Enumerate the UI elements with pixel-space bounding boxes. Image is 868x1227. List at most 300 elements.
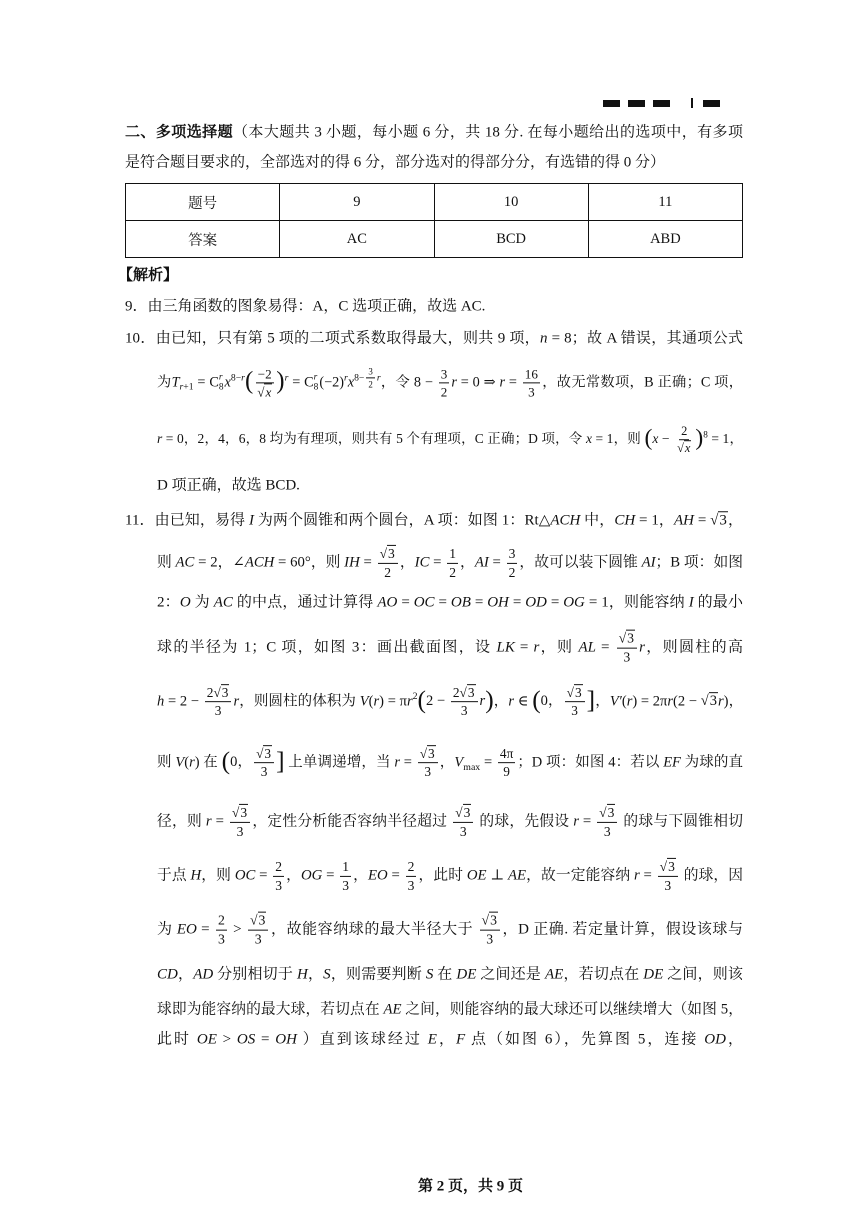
text-run: 则	[157, 554, 176, 571]
text-run: =	[211, 813, 228, 830]
square-root	[232, 804, 248, 820]
text-run: 3	[264, 746, 272, 762]
bracket: )	[276, 367, 285, 395]
text-run: =	[694, 512, 711, 529]
text-run: 0，	[230, 754, 253, 771]
math-variable: r	[344, 372, 348, 384]
text-run: ，则需要判断	[330, 966, 426, 983]
bracket: )	[695, 425, 704, 452]
text-run: >	[228, 921, 246, 938]
text-run: = 0，2，4，6，8 均为有理项，则共有 5 个有理项，C 正确；D 项，令	[162, 431, 586, 447]
fraction-denominator	[273, 877, 284, 894]
math-variable: OC	[234, 867, 256, 884]
text-run: 的球与下圆锥相切	[619, 813, 744, 830]
header-mark	[653, 100, 670, 107]
text-run: = 2 −	[164, 693, 203, 710]
text-run: 为球的直	[680, 754, 744, 771]
fraction	[565, 685, 585, 719]
text-run: 3	[258, 912, 266, 928]
radicand	[607, 804, 616, 820]
math-variable: V	[359, 693, 369, 710]
square-root	[701, 692, 718, 709]
text-run: =	[397, 594, 414, 611]
text-run: 3	[428, 746, 435, 762]
fraction-denominator	[459, 703, 470, 719]
bracket-group	[417, 685, 494, 719]
analysis-line	[157, 593, 743, 613]
radicand	[667, 858, 676, 874]
text-run: >	[216, 1031, 237, 1048]
text-run: 2	[217, 912, 225, 928]
math-variable: V	[175, 754, 185, 771]
square-root	[380, 545, 396, 561]
fraction-denominator	[507, 564, 518, 581]
text-run: 3	[254, 931, 262, 947]
section-title: 二、多项选择题	[125, 124, 233, 141]
fraction-denominator	[526, 384, 537, 400]
math-variable: OS	[236, 1031, 256, 1048]
analysis-line	[157, 685, 743, 719]
math-variable: OG	[563, 594, 585, 611]
square-root	[455, 804, 471, 820]
bracket: ]	[276, 747, 285, 776]
text-run: ，故能容纳球的最大半径大于	[270, 921, 478, 938]
text-run: ）直到该球经过	[296, 1031, 428, 1048]
text-run: (	[368, 693, 374, 710]
analysis-line	[157, 965, 743, 985]
math-variable: r	[241, 372, 245, 384]
text-run: ，定性分析能否容纳半径超过	[252, 813, 452, 830]
math-variable: OG	[301, 867, 323, 884]
table-row	[126, 221, 743, 258]
fraction-denominator	[213, 703, 224, 719]
square-root	[250, 912, 266, 928]
text-run: 8	[703, 429, 708, 440]
text-run: 2	[449, 564, 456, 580]
radicand	[709, 692, 718, 709]
fraction-denominator	[458, 823, 469, 840]
analysis-line	[157, 476, 743, 496]
text-run: =	[322, 867, 339, 884]
bracket: (	[532, 686, 541, 715]
text-run: (−2)	[319, 374, 344, 391]
fraction-numerator	[507, 546, 518, 564]
text-run: 3	[623, 649, 631, 665]
text-run: −2	[257, 366, 272, 382]
fraction	[439, 367, 450, 400]
fraction	[418, 746, 438, 780]
text-run: 3	[668, 858, 675, 874]
radicand	[718, 511, 728, 528]
text-run: 9	[503, 764, 510, 780]
text-run: 的球，因	[679, 867, 744, 884]
text-run: 此时	[157, 1031, 197, 1048]
analysis-line	[157, 805, 743, 839]
fraction-numerator	[230, 805, 250, 823]
text-run: 则	[157, 754, 176, 771]
square-root	[256, 745, 272, 761]
math-variable: r	[717, 693, 724, 710]
text-run: 的最小	[693, 594, 743, 611]
text-run: =	[255, 867, 272, 884]
math-variable: EO	[176, 921, 197, 938]
text-run: =	[434, 594, 451, 611]
text-run: 2	[681, 424, 688, 439]
text-run: =	[429, 554, 446, 571]
header-mark	[603, 100, 620, 107]
fraction-denominator	[340, 877, 351, 894]
subscript	[180, 382, 194, 393]
text-run: = 2，∠	[194, 554, 245, 571]
math-variable: r	[573, 813, 579, 830]
radicand	[264, 384, 272, 400]
text-run: = 1，则能容纳	[584, 594, 689, 611]
text-run: 3	[388, 545, 395, 561]
fraction-numerator	[248, 913, 268, 931]
math-variable: r	[233, 693, 240, 710]
math-variable: OD	[525, 594, 547, 611]
table-cell: AC	[280, 221, 434, 258]
math-variable: F	[455, 1031, 466, 1048]
text-run: ) = π	[379, 693, 407, 710]
text-run: (2 −	[673, 693, 701, 710]
math-variable: LK	[496, 639, 515, 656]
text-run: ，令 8 −	[380, 374, 437, 391]
header-mark	[628, 100, 645, 107]
text-run: 3	[463, 804, 471, 820]
radicand	[221, 684, 230, 700]
table-cell: 11	[588, 184, 742, 221]
bracket: (	[644, 425, 653, 452]
text-run: =	[255, 1031, 276, 1048]
page-footer: 第 2 页，共 9 页	[418, 1178, 524, 1195]
text-run: 2	[412, 691, 418, 703]
math-variable: r	[373, 693, 380, 710]
table-cell: 答案	[126, 221, 280, 258]
fraction-denominator	[439, 384, 450, 400]
text-run: ，	[595, 693, 610, 710]
fraction-denominator	[235, 823, 246, 840]
text-run: 为	[157, 374, 172, 391]
stack-subscript	[219, 383, 224, 393]
math-variable: AE	[544, 966, 564, 983]
text-run: ，	[460, 554, 475, 571]
text-run: 8−	[354, 372, 365, 384]
math-variable: OE	[466, 867, 487, 884]
analysis-label: 【解析】	[118, 267, 179, 284]
text-run: ，	[177, 966, 194, 983]
index-stack	[219, 373, 224, 393]
math-variable: AD	[193, 966, 214, 983]
radicand	[239, 804, 248, 820]
square-root	[257, 384, 272, 400]
math-variable: x	[347, 374, 355, 391]
text-run: ) = 2π	[632, 693, 668, 710]
math-variable: r	[157, 431, 163, 447]
table-header-row	[126, 184, 743, 221]
square-root	[420, 745, 436, 761]
section-intro-line	[125, 153, 743, 173]
text-run: = 1，	[635, 512, 675, 529]
text-run: ，此时	[418, 867, 467, 884]
square-root	[677, 441, 691, 456]
text-run: 之间，则能容纳的最大球还可以继续增大（如图 5，	[401, 1001, 744, 1018]
text-run: 之间还是	[476, 966, 545, 983]
text-run: =	[595, 639, 615, 656]
bracket: (	[244, 367, 254, 395]
analysis-line	[157, 366, 743, 399]
text-run: ，	[353, 867, 369, 884]
text-run: ，	[725, 1031, 743, 1048]
text-run: 8−	[230, 372, 242, 384]
math-variable: r	[533, 639, 540, 656]
text-run: ，	[439, 754, 455, 771]
math-variable: r	[451, 374, 457, 391]
radicand	[574, 684, 583, 700]
math-variable: r	[499, 374, 506, 391]
text-run: (	[621, 693, 627, 710]
math-variable: EF	[663, 754, 681, 771]
math-variable: r	[508, 693, 515, 710]
text-run: =	[488, 554, 505, 571]
fraction-numerator	[205, 685, 232, 702]
text-run: 9．由三角函数的图象易得：A，C 选项正确，故选 AC.	[125, 298, 486, 315]
text-run: 3	[221, 685, 229, 701]
text-run: 的中点，通过计算得	[232, 594, 378, 611]
text-run: 3	[368, 366, 373, 377]
radicand	[467, 684, 476, 700]
math-variable: AE	[508, 867, 527, 884]
radicand	[626, 630, 635, 646]
math-variable: E	[427, 1031, 437, 1048]
text-run: ，则	[201, 867, 235, 884]
square-root	[567, 684, 583, 700]
text-run: ) 在	[194, 754, 222, 771]
analysis-line	[157, 631, 743, 666]
fraction-denominator	[422, 764, 433, 780]
square-root	[482, 912, 498, 928]
analysis-line	[157, 424, 743, 456]
fraction-numerator	[256, 367, 274, 384]
fraction-denominator	[662, 877, 673, 894]
text-run: 3	[627, 630, 635, 646]
math-variable: IH	[344, 554, 360, 571]
math-variable: AC	[213, 594, 233, 611]
fraction	[216, 913, 227, 948]
square-root	[710, 511, 728, 528]
analysis-line	[157, 1000, 743, 1019]
math-variable: x	[652, 431, 659, 447]
text-run: 3	[460, 703, 468, 719]
math-variable: r	[639, 639, 645, 656]
radicand	[684, 441, 692, 456]
text-run: 3	[424, 764, 432, 780]
text-run: ，则圆柱的高	[644, 639, 743, 656]
text-run: ，故无常数项，B 正确；C 项，	[541, 374, 743, 391]
analysis-line	[157, 546, 743, 580]
math-variable: n	[540, 330, 548, 347]
text-run: 3	[467, 685, 475, 701]
text-run: ⊥	[486, 867, 509, 884]
text-run: 中，	[580, 512, 615, 529]
math-variable: r	[179, 381, 184, 393]
text-run: =	[359, 554, 376, 571]
text-run: 3	[240, 804, 248, 820]
table-cell: ABD	[588, 221, 742, 258]
text-run: =	[196, 921, 214, 938]
math-variable: OC	[413, 594, 435, 611]
section-heading-line	[125, 123, 743, 143]
text-run: =	[546, 594, 564, 611]
bracket-content	[652, 424, 695, 456]
math-variable: OH	[275, 1031, 297, 1048]
text-run: ；D 项：如图 4：若以	[517, 754, 664, 771]
analysis-line	[157, 1030, 743, 1050]
text-run: ∈	[514, 693, 533, 710]
math-variable: r	[205, 813, 212, 830]
fraction	[248, 913, 268, 948]
text-run: 8	[218, 382, 224, 393]
text-run: = 1，则	[591, 431, 645, 447]
text-run: 3	[508, 545, 516, 561]
math-variable: x	[684, 441, 691, 456]
text-run: 3	[490, 912, 497, 928]
answer-table	[125, 183, 743, 258]
bracket-content	[540, 685, 587, 719]
fraction-numerator	[406, 859, 417, 877]
math-variable: r	[667, 693, 674, 710]
bracket-group	[532, 685, 596, 719]
text-run: 3	[709, 693, 717, 710]
bracket-group	[644, 424, 704, 456]
fraction-numerator	[565, 685, 585, 702]
fraction	[230, 805, 250, 839]
text-run: 3	[407, 877, 415, 893]
subscript	[463, 762, 480, 773]
index-stack	[314, 373, 319, 393]
text-run: ，	[493, 693, 509, 710]
fraction-numerator	[418, 746, 438, 763]
text-run: 2	[508, 564, 516, 580]
analysis-line	[125, 329, 743, 349]
math-variable: EO	[368, 867, 388, 884]
fraction-numerator	[498, 746, 515, 763]
text-run: 11．由已知，易得	[125, 512, 249, 529]
math-variable: OB	[450, 594, 471, 611]
math-variable: DE	[456, 966, 477, 983]
text-run: 2	[275, 858, 283, 874]
text-run: max	[463, 761, 481, 773]
square-root	[660, 858, 676, 874]
bracket-group	[221, 746, 285, 780]
fraction	[675, 424, 693, 456]
text-run: =	[387, 867, 404, 884]
text-run: (	[184, 754, 190, 771]
fraction	[507, 546, 518, 580]
text-run: 点（如图 6），先算图 5，连接	[465, 1031, 705, 1048]
text-run: 3	[217, 931, 225, 947]
text-run: 上单调递增，当	[284, 754, 395, 771]
header-mark	[691, 98, 693, 108]
text-run: 3	[214, 703, 222, 719]
superscript	[231, 372, 245, 383]
math-variable: OD	[704, 1031, 726, 1048]
radicand	[258, 912, 267, 928]
math-variable: H	[296, 966, 308, 983]
math-variable: V	[454, 754, 464, 771]
text-run: 为	[190, 594, 214, 611]
fraction	[451, 685, 478, 719]
fraction	[205, 685, 232, 719]
text-run: 2	[440, 384, 448, 400]
text-run: )，	[723, 693, 744, 710]
fraction	[480, 913, 500, 948]
text-run: 2	[407, 858, 415, 874]
math-variable: x	[224, 374, 231, 391]
fraction	[597, 805, 617, 839]
math-variable: r	[218, 372, 223, 383]
table-cell: BCD	[434, 221, 588, 258]
text-run: 2：	[157, 594, 180, 611]
text-run: 3	[607, 804, 615, 820]
text-run: ，	[286, 867, 302, 884]
fraction-denominator	[382, 564, 393, 581]
superscript	[354, 366, 381, 390]
math-variable: S	[323, 966, 331, 983]
text-run: ；B 项：如图	[655, 554, 744, 571]
text-run: ，	[436, 1031, 456, 1048]
math-variable: T	[171, 374, 180, 391]
text-run: 3	[342, 877, 350, 893]
analysis-line	[157, 746, 743, 780]
text-run: 1	[342, 858, 350, 874]
fraction-numerator	[523, 367, 540, 384]
section-intro: （本大题共 3 小题，每小题 6 分，共 18 分. 在每小题给出的选项中，有多项	[233, 124, 743, 141]
fraction-denominator	[569, 703, 580, 719]
text-run: =	[470, 594, 488, 611]
radicand	[263, 745, 272, 761]
bracket: (	[417, 686, 426, 715]
text-run: 2	[368, 379, 373, 390]
fraction-numerator	[453, 805, 473, 823]
math-variable: AE	[383, 1001, 402, 1018]
table-cell: 9	[280, 184, 434, 221]
fraction	[273, 859, 284, 893]
text-run: 2	[384, 564, 392, 580]
text-run: =	[578, 813, 596, 830]
table-cell: 10	[434, 184, 588, 221]
math-variable: V′	[609, 693, 622, 710]
header-mark	[703, 100, 720, 107]
bracket-content	[253, 366, 276, 400]
fraction-denominator	[484, 931, 495, 948]
fraction-numerator	[254, 746, 274, 763]
math-variable: I	[688, 594, 694, 611]
fraction-denominator	[406, 877, 417, 894]
text-run: 3	[664, 877, 672, 893]
math-variable: r	[626, 693, 633, 710]
text-run: 3	[459, 823, 467, 839]
fraction-denominator	[253, 931, 264, 948]
fraction-numerator	[679, 424, 689, 440]
text-run: 2	[206, 685, 214, 701]
math-variable: r	[406, 693, 413, 710]
text-run: 1	[449, 545, 456, 561]
text-run: +1	[183, 381, 194, 393]
text-run: ，	[399, 554, 415, 571]
bracket-group	[244, 366, 285, 400]
fraction	[658, 859, 678, 893]
